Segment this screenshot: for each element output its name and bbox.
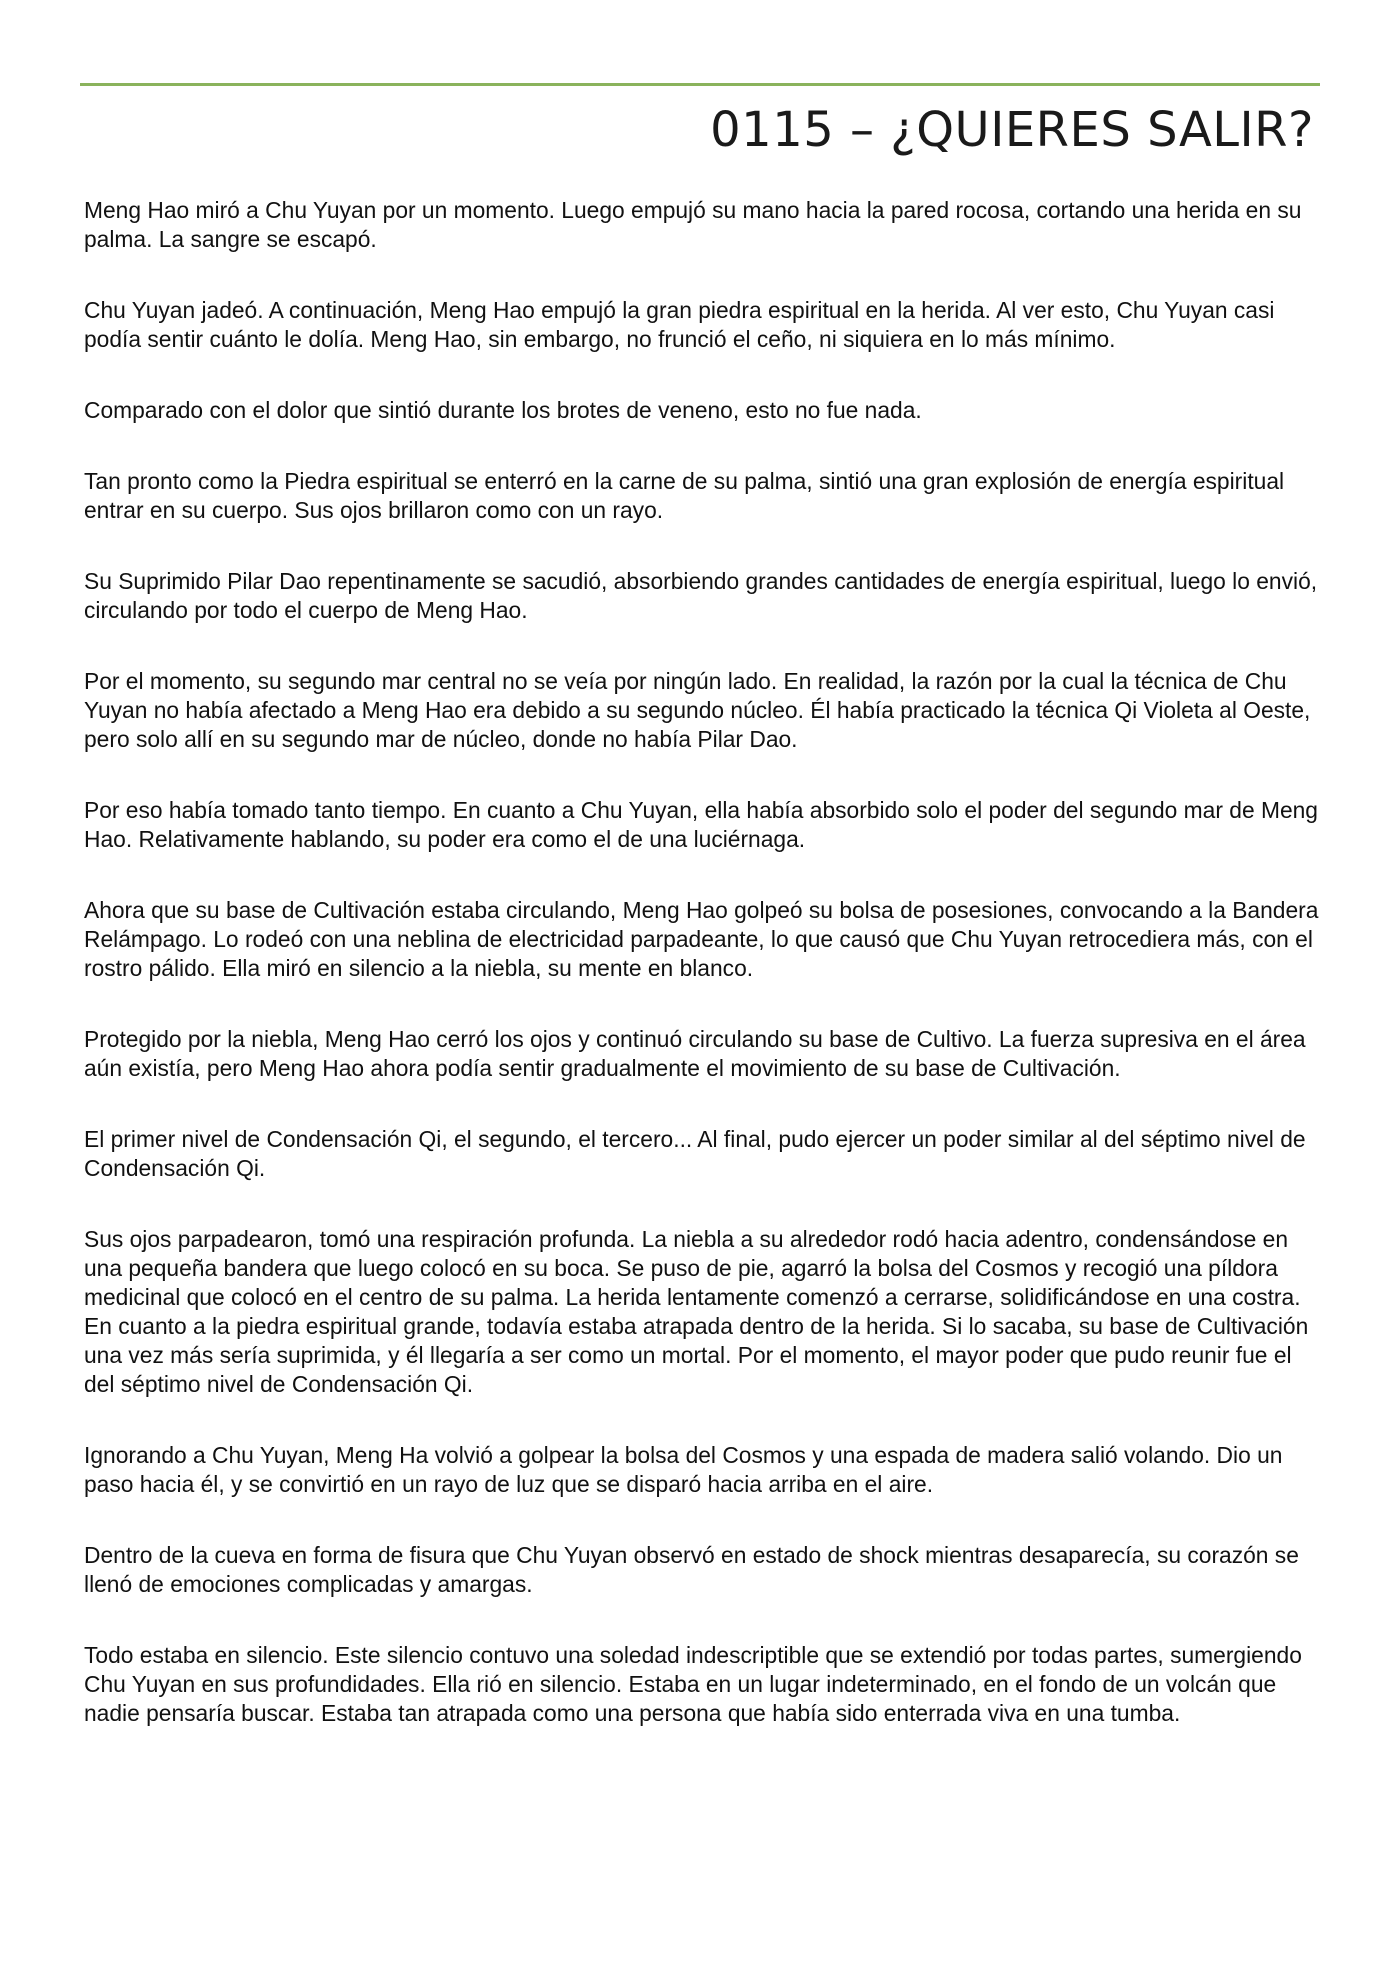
paragraph-6: Por el momento, su segundo mar central no se veía por ningún lado. En realidad, la razón por la cual la técnica de Chu Yuyan no había afectado a Meng Hao era debido a su segundo núcleo. Él había practicado la técnica Qi Violeta al Oeste, pero solo allí en su segundo mar de núcleo, donde no había Pilar Dao. [84,668,1311,752]
paragraph-5: Su Suprimido Pilar Dao repentinamente se sacudió, absorbiendo grandes cantidades de energía espiritual, luego lo envió, circulando por todo el cuerpo de Meng Hao. [84,568,1318,623]
paragraph-12: Ignorando a Chu Yuyan, Meng Ha volvió a golpear la bolsa del Cosmos y una espada de madera salió volando. Dio un paso hacia él, y se convirtió en un rayo de luz que se disparó hacia arriba en el aire. [84,1442,1283,1497]
paragraph-1: Meng Hao miró a Chu Yuyan por un momento. Luego empujó su mano hacia la pared rocosa, cortando una herida en su palma. La sangre se escapó. [84,197,1302,252]
paragraph-8: Ahora que su base de Cultivación estaba circulando, Meng Hao golpeó su bolsa de posesiones, convocando a la Bandera Relámpago. Lo rodeó con una neblina de electricidad parpadeante, lo que causó que Chu Yuyan retrocediera más, con el rostro pálido. Ella miró en silencio a la niebla, su mente en blanco. [84,897,1319,981]
chapter-title: 0115 – ¿QUIERES SALIR? [710,102,1314,158]
paragraph-7: Por eso había tomado tanto tiempo. En cuanto a Chu Yuyan, ella había absorbido solo el poder del segundo mar de Meng Hao. Relativamente hablando, su poder era como el de una luciérnaga. [84,797,1318,852]
paragraph-10: El primer nivel de Condensación Qi, el segundo, el tercero... Al final, pudo ejercer un poder similar al del séptimo nivel de Condensación Qi. [84,1126,1306,1181]
paragraph-14: Todo estaba en silencio. Este silencio contuvo una soledad indescriptible que se extendió por todas partes, sumergiendo Chu Yuyan en sus profundidades. Ella rió en silencio. Estaba en un lugar indeterminado, en el fondo de un volcán que nadie pensaría buscar. Estaba tan atrapada como una persona que había sido enterrada viva en una tumba. [84,1642,1302,1726]
paragraph-13: Dentro de la cueva en forma de fisura que Chu Yuyan observó en estado de shock mientras desaparecía, su corazón se llenó de emociones complicadas y amargas. [84,1542,1299,1597]
header-rule [80,83,1320,86]
paragraph-9: Protegido por la niebla, Meng Hao cerró los ojos y continuó circulando su base de Cultivo. La fuerza supresiva en el área aún existía, pero Meng Hao ahora podía sentir gradualmente el movimiento de su base de Cultivación. [84,1026,1306,1081]
paragraph-3: Comparado con el dolor que sintió durante los brotes de veneno, esto no fue nada. [84,397,922,423]
paragraph-4: Tan pronto como la Piedra espiritual se enterró en la carne de su palma, sintió una gran explosión de energía espiritual entrar en su cuerpo. Sus ojos brillaron como con un rayo. [84,468,1285,523]
chapter-body [84,196,1320,1770]
paragraph-11: Sus ojos parpadearon, tomó una respiración profunda. La niebla a su alrededor rodó hacia adentro, condensándose en una pequeña bandera que luego colocó en su boca. Se puso de pie, agarró la bolsa del Cosmos y recogió una píldora medicinal que colocó en el centro de su palma. La herida lentamente comenzó a cerrarse, solidificándose en una costra. En cuanto a la piedra espiritual grande, todavía estaba atrapada dentro de la herida. Si lo sacaba, su base de Cultivación una vez más sería suprimida, y él llegaría a ser como un mortal. Por el momento, el mayor poder que pudo reunir fue el del séptimo nivel de Condensación Qi. [84,1226,1309,1397]
paragraph-2: Chu Yuyan jadeó. A continuación, Meng Hao empujó la gran piedra espiritual en la herida. Al ver esto, Chu Yuyan casi podía sentir cuánto le dolía. Meng Hao, sin embargo, no frunció el ceño, ni siquiera en lo más mínimo. [84,297,1275,352]
